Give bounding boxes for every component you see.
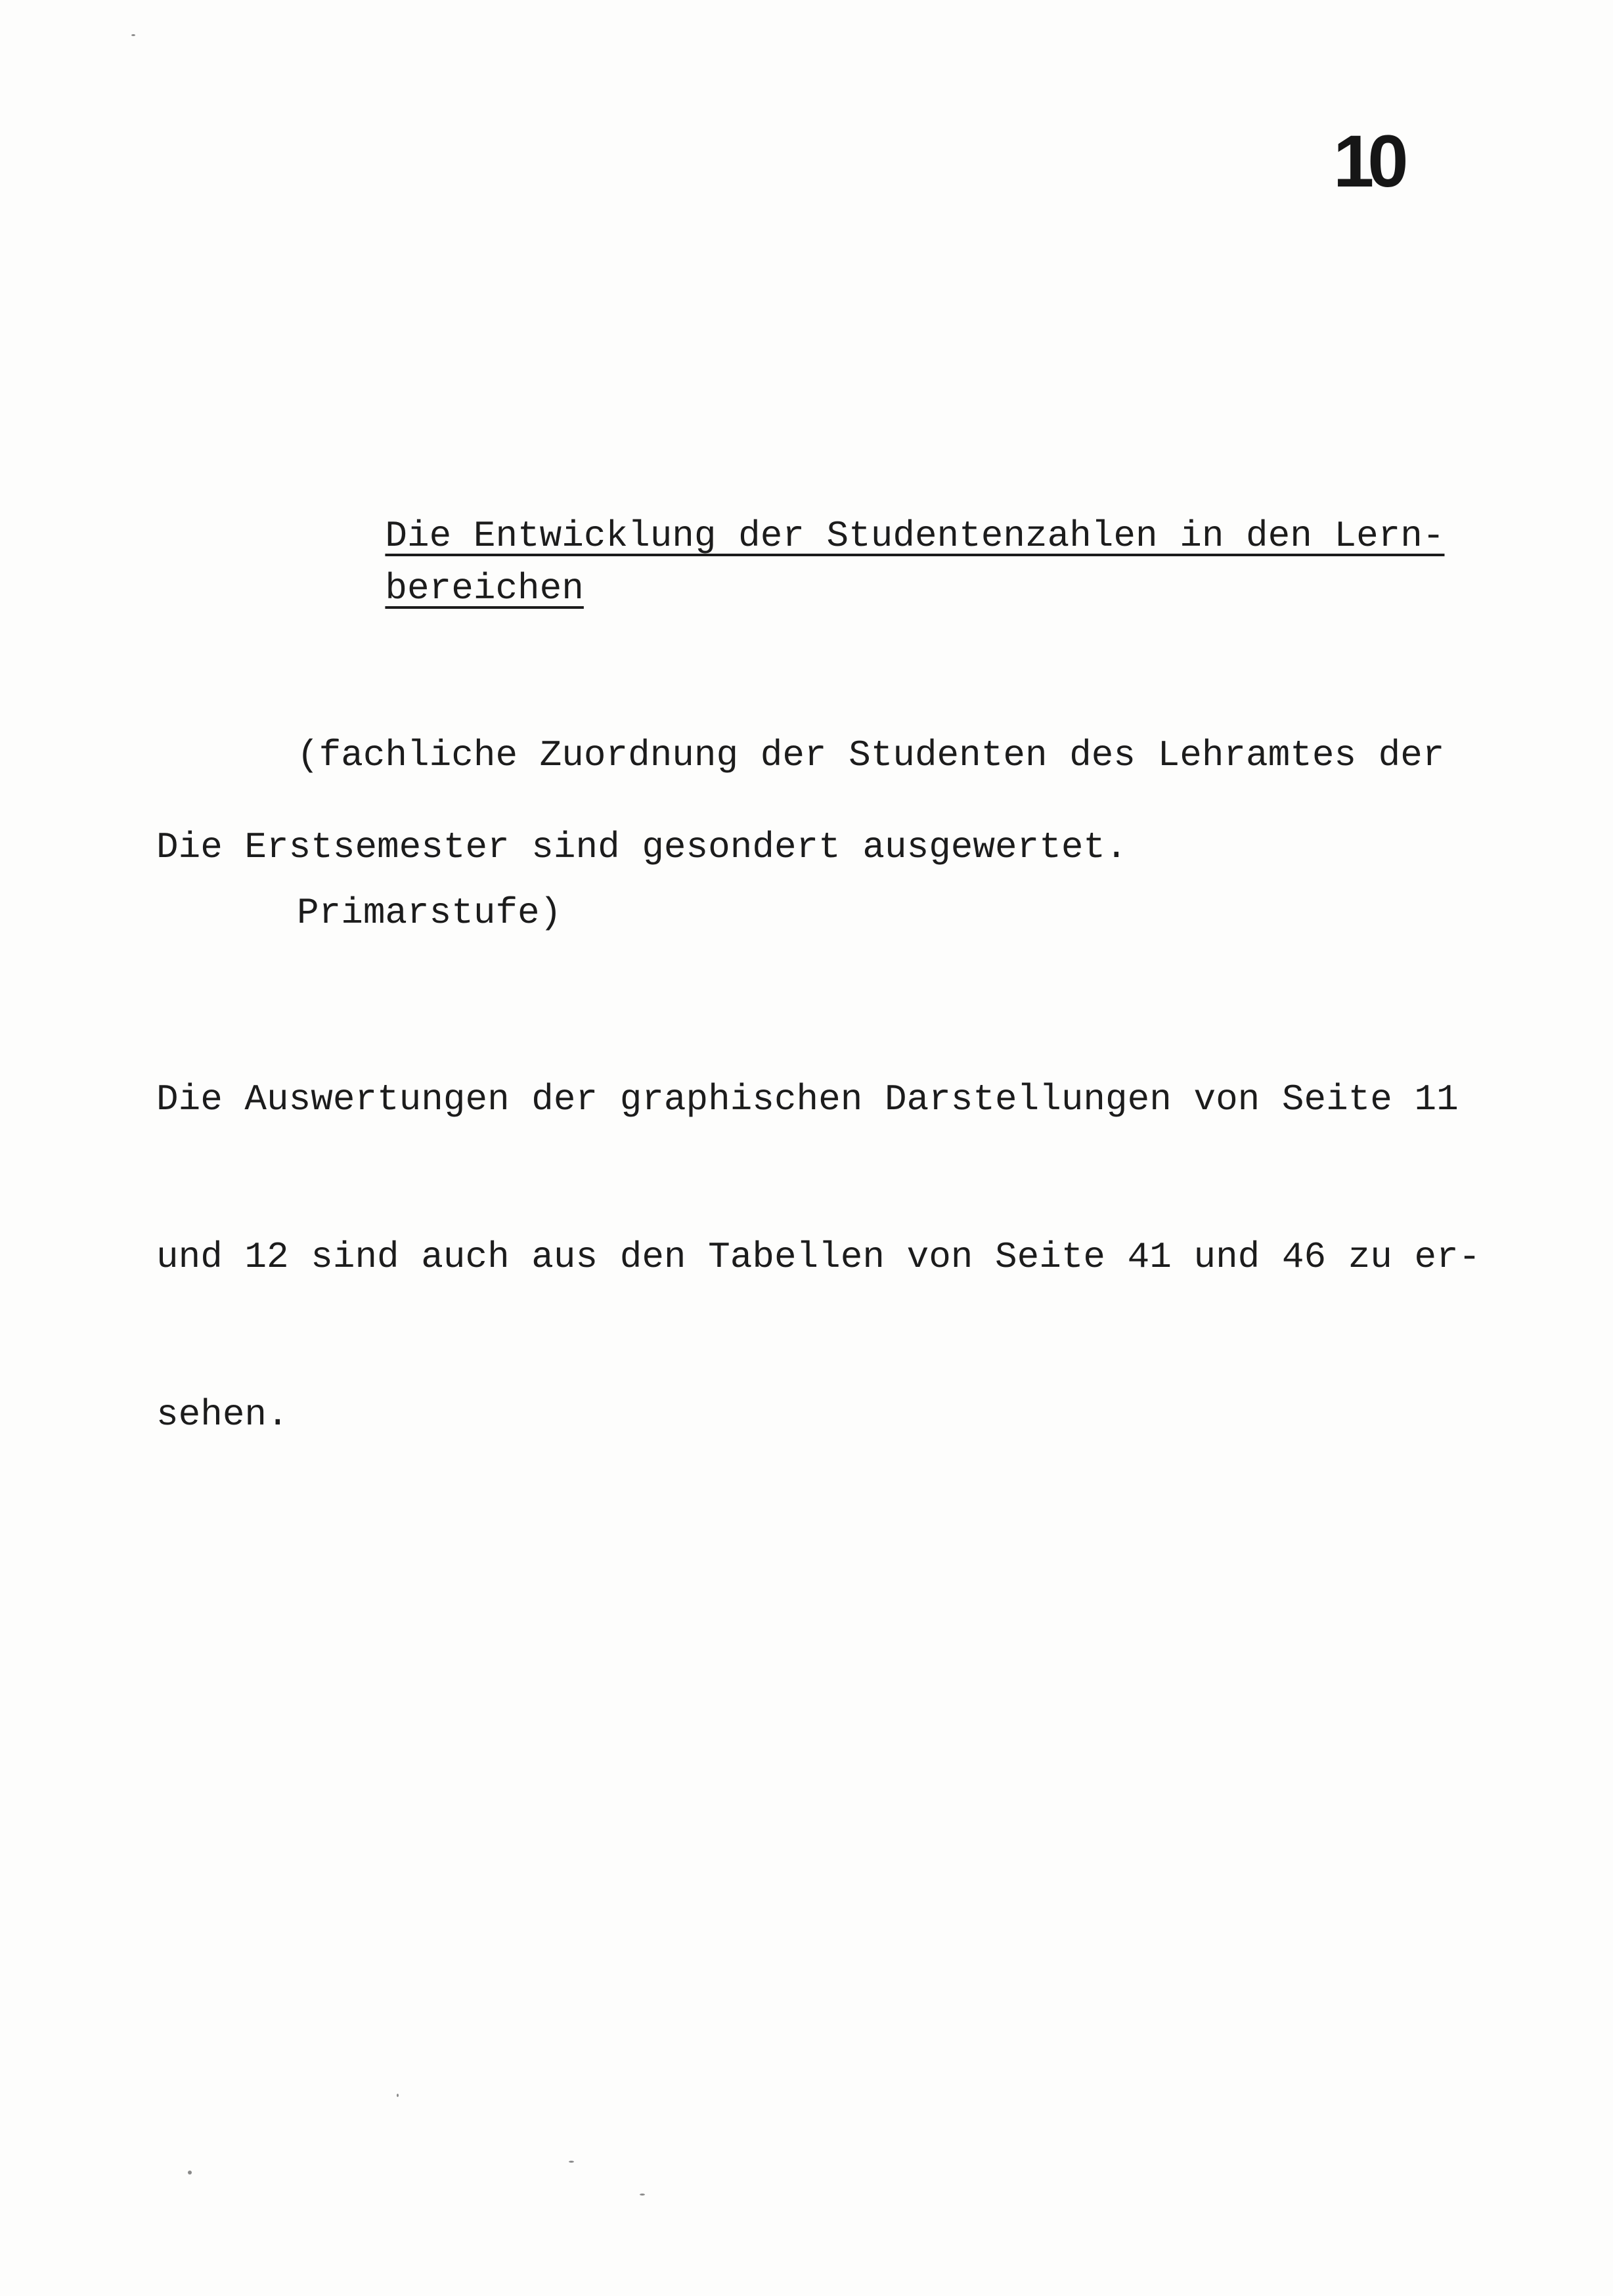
paragraph-evaluations [156, 968, 1480, 1546]
paragraph-first-semester: Die Erstsemester sind gesondert ausgewertet. [156, 826, 1128, 868]
scan-speck [640, 2194, 645, 2196]
subheading-line-2: Primarstufe) [297, 892, 562, 934]
heading-line-2: bereichen [385, 567, 584, 609]
scan-speck [397, 2094, 399, 2097]
paragraph-line-1: Die Auswertungen der graphischen Darstellungen von Seite 11 [156, 1078, 1459, 1120]
subheading-line-1: (fachliche Zuordnung der Studenten des Lehramtes der [297, 734, 1445, 776]
scan-speck [131, 34, 135, 36]
heading-line-1: Die Entwicklung der Studentenzahlen in den Lern- [385, 515, 1445, 557]
page-number: 10 [1333, 120, 1402, 202]
scan-speck [188, 2171, 192, 2175]
paragraph-line-3: sehen. [156, 1394, 289, 1436]
scan-speck [569, 2161, 574, 2163]
paragraph-line-2: und 12 sind auch aus den Tabellen von Seite 41 und 46 zu er- [156, 1236, 1481, 1278]
